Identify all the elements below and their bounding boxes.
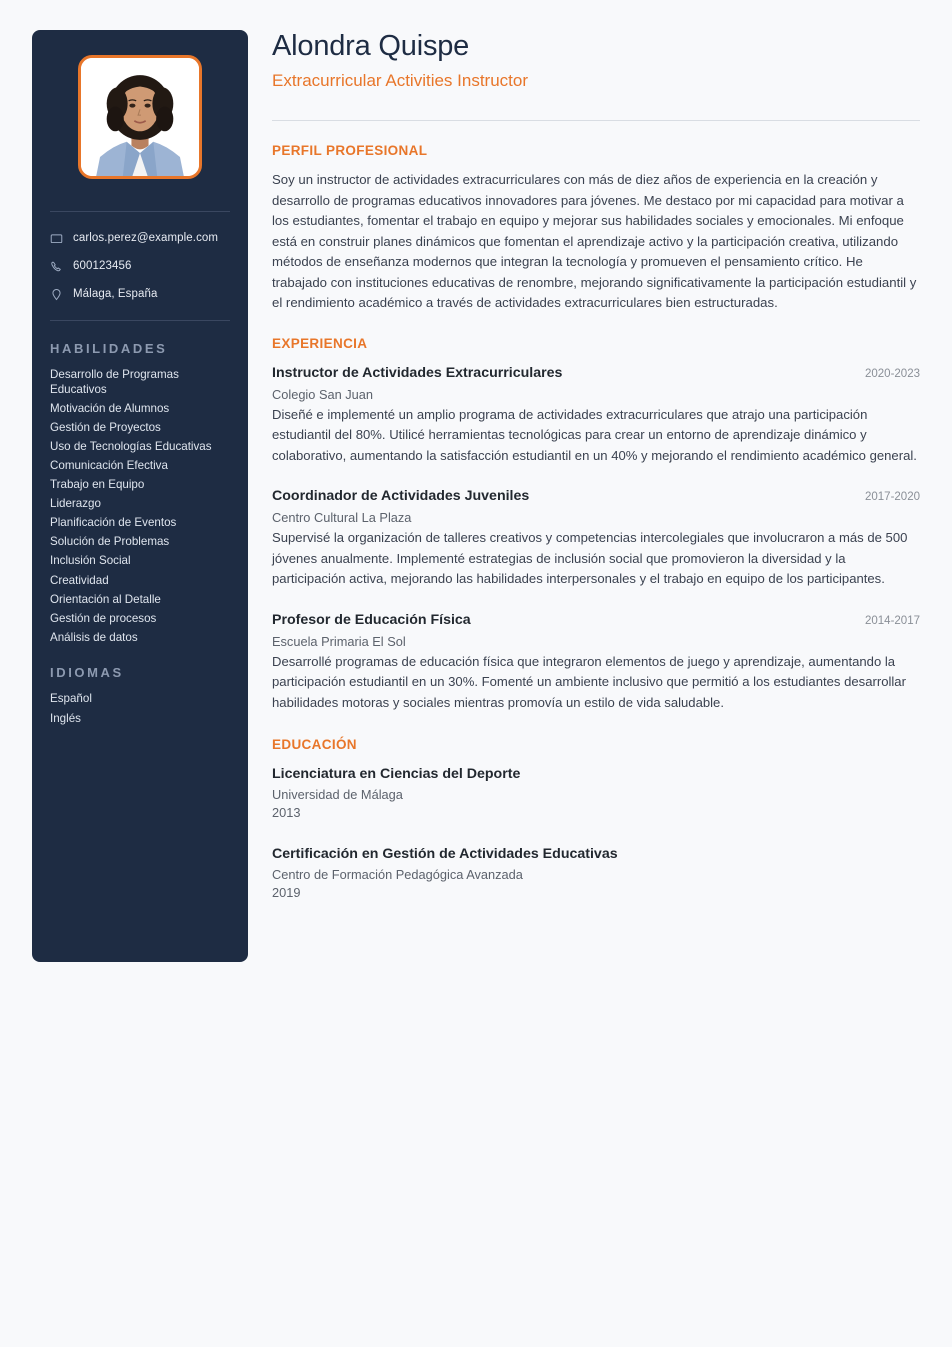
contact-item-phone[interactable] [50,254,230,278]
page-title: Alondra Quispe [272,30,470,62]
skill-item: Orientación al Detalle [50,592,161,606]
contact-location-text: Málaga, España [73,288,158,300]
education-degree: Certificación en Gestión de Actividades Educativas [272,846,618,862]
experience-entry [272,610,920,714]
experience-entry-header [272,363,920,384]
skill-item: Desarrollo de Programas Educativos [50,368,179,396]
envelope-icon [50,232,63,245]
contact-list [50,212,230,306]
skill-item: Gestión de procesos [50,611,157,625]
education-list [272,764,920,902]
sidebar-divider-bottom [50,320,230,321]
experience-role: Instructor de Actividades Extracurriculares [272,364,563,381]
education-institution: Centro de Formación Pedagógica Avanzada [272,867,523,882]
education-degree: Licenciatura en Ciencias del Deporte [272,766,521,782]
experience-role: Coordinador de Actividades Juveniles [272,488,530,504]
experience-entry [272,486,920,590]
education-year: 2019 [272,885,301,900]
skills-list [50,368,230,645]
profile-photo-container [50,55,230,179]
profile-photo [81,58,199,176]
contact-item-email[interactable] [50,226,230,250]
languages-list [50,692,230,726]
main-content [272,28,920,902]
experience-organization: Escuela Primaria El Sol [272,633,406,649]
contact-phone-text: 600123456 [73,260,132,272]
skill-item: Trabajo en Equipo [50,478,145,492]
skill-item: Inclusión Social [50,554,131,568]
experience-entry-header [272,486,920,507]
education-year: 2013 [272,805,301,820]
education-entry [272,844,920,902]
skill-item: Liderazgo [50,497,101,511]
skill-item: Uso de Tecnologías Educativas [50,439,212,453]
languages-heading: IDIOMAS [50,665,124,681]
experience-entry-header [272,610,920,631]
skills-heading: HABILIDADES [50,341,168,356]
experience-organization: Centro Cultural La Plaza [272,510,412,525]
contact-item-location[interactable] [50,282,230,306]
education-institution: Universidad de Málaga [272,787,403,802]
experience-organization: Colegio San Juan [272,386,374,402]
experience-description: Desarrollé programas de educación física que integraron elementos de juego y aprendizaje, aumentando la participación estudiantil en un 30%. Fomenté un ambiente inclusivo que permitió a los estudiantes desarrollar habilidades motoras y sociales mientras promovía un estilo de vida saludable. [272,653,906,710]
experience-description: Diseñé e implementé un amplio programa de actividades extracurriculares que atrajo una participación estudiantil del 80%. Utilicé herramientas tecnológicas para crear un entorno de aprendizaje dinámico y colaborativo, aumentando la satisfacción estudiantil en un 40% y mejorando el rendimiento académico general. [272,406,917,463]
profile-text: Soy un instructor de actividades extracurriculares con más de diez años de experiencia en la creación y desarrollo de programas educativos innovadores para jóvenes. Me destaco por mi capacidad para motivar a los estudiantes, fomentar el trabajo en equipo y mejorar sus habilidades sociales y emocionales. Mi enfoque está en construir planes dinámicos que fomentan el aprendizaje activo y la participación creativa, utilizando métodos de enseñanza modernos que integran la tecnología y promueven el pensamiento crítico. He trabajado con instituciones educativas de renombre, mejorando significativamente la participación estudiantil y el rendimiento académico a través de actividades extracurriculares bien estructuradas. [272,172,917,310]
location-pin-icon [50,288,63,301]
experience-date: 2017-2020 [865,491,920,503]
contact-email-text: carlos.perez@example.com [73,232,219,244]
language-item: Inglés [50,712,81,725]
experience-list [272,363,920,714]
skill-item: Motivación de Alumnos [50,401,170,415]
experience-date: 2014-2017 [865,614,920,627]
section-heading-profile: PERFIL PROFESIONAL [272,143,428,158]
profile-photo-frame [78,55,202,179]
phone-icon [50,260,63,273]
skill-item: Análisis de datos [50,630,138,644]
experience-entry [272,363,920,467]
experience-role: Profesor de Educación Física [272,611,471,628]
skill-item: Gestión de Proyectos [50,420,161,434]
experience-description: Supervisé la organización de talleres creativos y competencias intercolegiales que involucraron a más de 500 jóvenes anualmente. Implementé estrategias de inclusión social que promovieron la diversidad y la participación activa, mejorando las habilidades interpersonales y el trabajo en equipo de los participantes. [272,530,908,586]
job-title: Extracurricular Activities Instructor [272,71,529,90]
section-heading-experience: EXPERIENCIA [272,335,368,351]
skill-item: Comunicación Efectiva [50,458,168,472]
header-divider [272,120,920,121]
skill-item: Planificación de Eventos [50,516,177,530]
experience-date: 2020-2023 [865,367,920,380]
education-entry [272,764,920,822]
skill-item: Solución de Problemas [50,535,170,549]
section-heading-education: EDUCACIÓN [272,737,357,752]
sidebar [32,30,248,962]
skill-item: Creatividad [50,573,109,587]
language-item: Español [50,692,92,706]
